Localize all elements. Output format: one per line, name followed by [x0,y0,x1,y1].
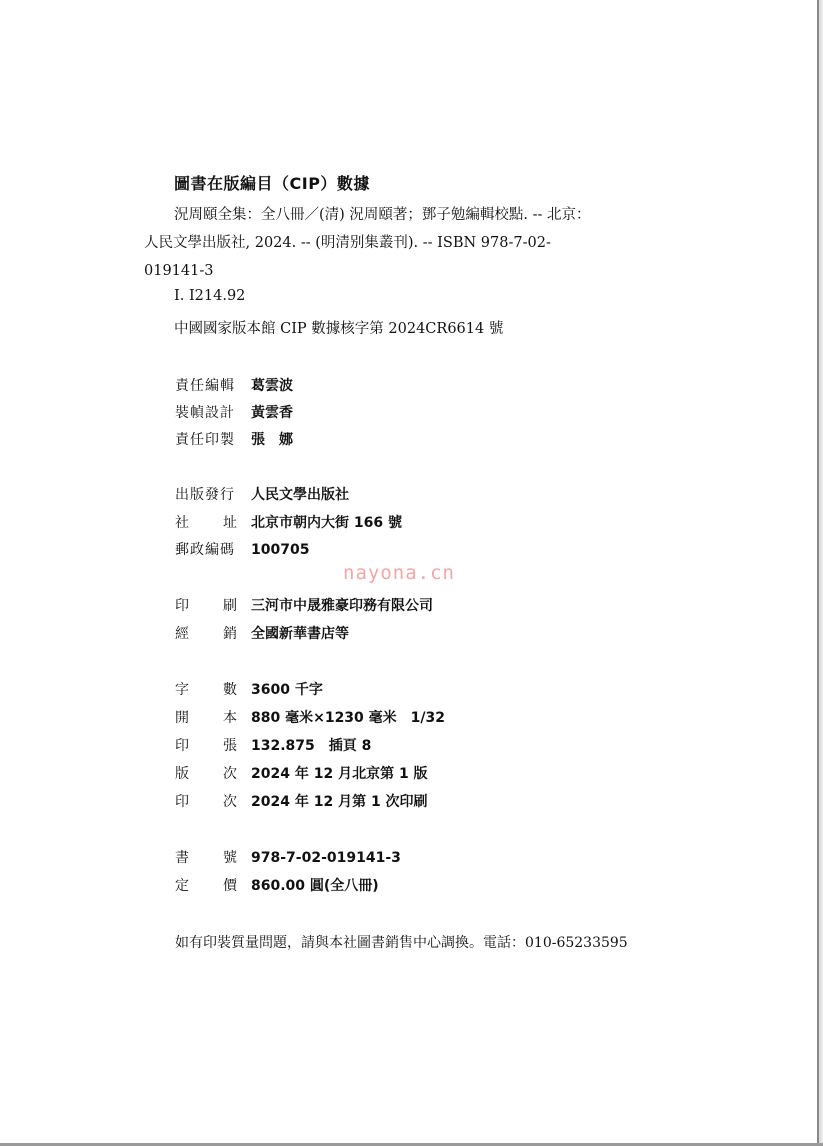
info-label [175,736,237,756]
info-value: 全國新華書店等 [251,626,349,642]
info-label: 責任印製 [175,432,235,448]
info-label [175,848,237,868]
info-value: 2024 年 12 月北京第 1 版 [251,766,428,782]
info-label: 裝幀設計 [175,405,235,421]
info-value: 3600 千字 [251,682,323,698]
info-label-char: 開 [175,710,189,726]
info-value: 人民文學出版社 [251,487,349,503]
cip-line-1: 況周頤全集：全八冊／(清) 況周頤著；鄧子勉編輯校點. -- 北京： [174,207,591,223]
info-label-char: 銷 [223,626,237,642]
cip-classification: Ⅰ. I214.92 [174,288,246,304]
specs-row-impression [175,792,428,812]
pricing-row-isbn [175,848,401,868]
info-label [175,764,237,784]
info-label-char: 定 [175,878,189,894]
info-value: 張 娜 [251,432,293,448]
quality-contact-note: 如有印裝質量問題，請與本社圖書銷售中心調換。電話：010-65233595 [175,935,628,951]
info-value: 978-7-02-019141-3 [251,850,401,866]
printing-row-printer [175,596,433,616]
info-label-char: 印 [175,738,189,754]
cip-line-2: 人民文學出版社, 2024. -- (明清别集叢刊). -- ISBN 978-7-02- [144,235,551,251]
info-label [175,708,237,728]
info-value: 860.00 圓(全八冊) [251,878,379,894]
staff-row-production [175,430,293,450]
info-label-char: 本 [223,710,237,726]
info-value: 100705 [251,542,310,558]
cip-title: 圖書在版編目（CIP）數據 [174,174,370,193]
info-label-char: 版 [175,766,189,782]
publisher-row-name [175,485,349,505]
info-value: 2024 年 12 月第 1 次印刷 [251,794,428,810]
info-label-char: 次 [223,794,237,810]
staff-row-editor [175,376,293,396]
specs-row-wordcount [175,680,323,700]
info-label-char: 印 [175,598,189,614]
cip-description [144,201,674,285]
publisher-row-postcode [175,540,309,560]
info-label-char: 書 [175,850,189,866]
info-value: 三河市中晟雅豪印務有限公司 [251,598,433,614]
info-label-char: 價 [223,878,237,894]
specs-row-edition [175,764,428,784]
staff-row-designer [175,403,293,423]
info-label [175,876,237,896]
info-label [175,792,237,812]
printing-row-distributor [175,624,349,644]
info-label [175,624,237,644]
info-value: 132.875 插頁 8 [251,738,372,754]
info-label: 郵政編碼 [175,542,235,558]
info-label-char: 號 [223,850,237,866]
info-value: 黃雲香 [251,405,293,421]
info-label [175,680,237,700]
cip-line-3: 019141-3 [144,263,214,279]
info-label-char: 印 [175,794,189,810]
info-label [175,596,237,616]
info-label-char: 字 [175,682,189,698]
info-label: 責任編輯 [175,378,235,394]
page-edge-right [811,0,823,1146]
info-label-char: 刷 [223,598,237,614]
info-label-char: 經 [175,626,189,642]
info-value: 880 毫米×1230 毫米 1/32 [251,710,446,726]
info-label-char: 址 [223,515,237,531]
info-label-char: 次 [223,766,237,782]
info-label-char: 張 [223,738,237,754]
publisher-row-address [175,513,402,533]
info-label [175,513,237,533]
info-label-char: 數 [223,682,237,698]
pricing-row-price [175,876,379,896]
info-label: 出版發行 [175,487,235,503]
cip-verification: 中國國家版本館 CIP 數據核字第 2024CR6614 號 [174,321,504,337]
watermark: nayona.cn [343,562,455,584]
info-value: 葛雲波 [251,378,293,394]
specs-row-sheets [175,736,371,756]
specs-row-format [175,708,445,728]
info-value: 北京市朝内大街 166 號 [251,515,402,531]
info-label-char: 社 [175,515,189,531]
